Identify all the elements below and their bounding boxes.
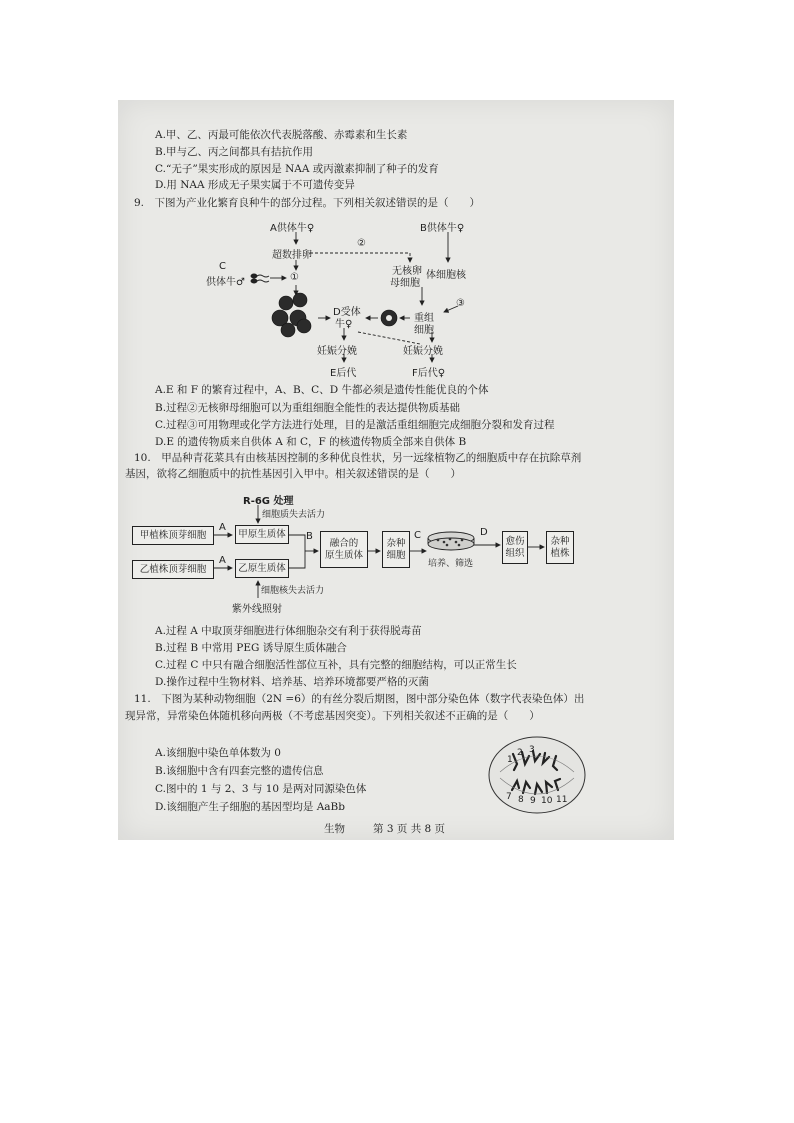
footer-page-number: 第 3 页 共 8 页 bbox=[373, 823, 446, 835]
q9-f-offspring-label: F后代♀ bbox=[412, 368, 446, 379]
q9-option-c: C.过程③可用物理或化学方法进行处理，目的是激活重组细胞完成细胞分裂和发育过程 bbox=[155, 419, 555, 431]
q9-step-2-label: ② bbox=[357, 238, 366, 249]
q8-option-c: C.“无子”果实形成的原因是 NAA 或丙激素抑制了种子的发育 bbox=[155, 163, 439, 175]
q10-callus-label-1: 愈伤 bbox=[505, 535, 525, 547]
q9-option-a: A.E 和 F 的繁育过程中，A、B、C、D 牛都必须是遗传性能优良的个体 bbox=[155, 384, 489, 396]
q9-d-recipient-label-1: D受体 bbox=[333, 307, 361, 318]
q9-e-offspring-label: E后代 bbox=[330, 368, 357, 379]
q9-enucleated-label-2: 母细胞 bbox=[390, 278, 420, 289]
q9-stem: 9. 下图为产业化繁育良种牛的部分过程。下列相关叙述错误的是（ ） bbox=[134, 197, 481, 209]
q10-option-d: D.操作过程中生物材料、培养基、培养环境都要严格的灭菌 bbox=[155, 676, 429, 688]
q9-reconstructed-label-2: 细胞 bbox=[414, 325, 434, 336]
q9-step-1-label: ① bbox=[290, 272, 299, 283]
q9-option-d: D.E 的遗传物质来自供体 A 和 C，F 的核遗传物质全部来自供体 B bbox=[155, 436, 467, 448]
q11-option-c: C.图中的 1 与 2、3 与 10 是两对同源染色体 bbox=[155, 783, 367, 795]
q11-stem-line-1: 11. 下图为某种动物细胞（2N =6）的有丝分裂后期图，图中部分染色体（数字代表染色体）出 bbox=[134, 693, 585, 705]
q11-option-b: B.该细胞中含有四套完整的遗传信息 bbox=[155, 765, 324, 777]
q10-option-c: C.过程 C 中只有融合细胞活性部位互补，具有完整的细胞结构，可以正常生长 bbox=[155, 659, 517, 671]
q10-jia-protoplast-box: 甲原生质体 bbox=[235, 525, 289, 544]
q11-label-8: 8 bbox=[518, 795, 524, 805]
q10-fused-label-2: 原生质体 bbox=[324, 549, 363, 561]
q11-label-7: 7 bbox=[506, 792, 512, 802]
q11-option-a: A.该细胞中染色单体数为 0 bbox=[155, 747, 281, 759]
q10-step-a-bottom: A bbox=[219, 555, 226, 566]
q9-somatic-nucleus-label: 体细胞核 bbox=[426, 270, 466, 281]
q10-plant-label-2: 植株 bbox=[550, 547, 570, 559]
q11-option-d: D.该细胞产生子细胞的基因型均是 AaBb bbox=[155, 801, 345, 813]
q10-step-a-top: A bbox=[219, 522, 226, 533]
q10-fused-label-1: 融合的 bbox=[329, 537, 359, 549]
q10-option-b: B.过程 B 中常用 PEG 诱导原生质体融合 bbox=[155, 642, 347, 654]
q10-jia-cell-box: 甲植株顶芽细胞 bbox=[132, 526, 214, 545]
q10-step-b: B bbox=[306, 531, 313, 542]
q9-superovulation-label: 超数排卵 bbox=[272, 250, 312, 261]
q10-nucleus-inactive-label: 细胞核失去活力 bbox=[261, 586, 325, 596]
q10-cytoplasm-inactive-label: 细胞质失去活力 bbox=[262, 510, 326, 520]
q10-option-a: A.过程 A 中取顶芽细胞进行体细胞杂交有利于获得脱毒苗 bbox=[155, 625, 422, 637]
q10-step-d: D bbox=[480, 527, 488, 538]
q11-label-3: 3 bbox=[529, 745, 535, 755]
q10-culture-label: 培养、筛选 bbox=[428, 559, 474, 569]
q9-d-recipient-label-2: 牛♀ bbox=[335, 319, 353, 330]
q10-stem-line-1: 10. 甲品种青花菜具有由核基因控制的多种优良性状，另一远缘植物乙的细胞质中存在抗除草剂 bbox=[134, 452, 582, 464]
q8-option-b: B.甲与乙、丙之间都具有拮抗作用 bbox=[155, 146, 314, 158]
q11-label-2: 2 bbox=[517, 748, 523, 758]
q9-reconstructed-label-1: 重组 bbox=[414, 313, 434, 324]
q10-callus-label-2: 组织 bbox=[505, 547, 525, 559]
q9-pregnancy-left-label: 妊娠分娩 bbox=[317, 346, 357, 357]
q10-yi-cell-box: 乙植株顶芽细胞 bbox=[132, 560, 214, 579]
q10-hybrid-label-2: 细胞 bbox=[386, 549, 406, 561]
q8-option-d: D.用 NAA 形成无子果实属于不可遗传变异 bbox=[155, 179, 355, 191]
q9-c-donor-label: 供体牛♂ bbox=[206, 277, 245, 288]
q11-stem-line-2: 现异常，异常染色体随机移向两极（不考虑基因突变）。下列相关叙述不正确的是（ ） bbox=[125, 710, 540, 722]
q11-label-11: 11 bbox=[556, 795, 568, 805]
q10-uv-label: 紫外线照射 bbox=[232, 604, 282, 615]
q9-b-donor-label: B供体牛♀ bbox=[420, 223, 465, 234]
q10-r6g-label: R-6G 处理 bbox=[243, 496, 294, 507]
q11-label-9: 9 bbox=[530, 796, 536, 806]
q10-hybrid-label-1: 杂种 bbox=[386, 537, 406, 549]
q10-plant-label-1: 杂种 bbox=[550, 535, 570, 547]
q9-a-donor-label: A供体牛♀ bbox=[270, 223, 315, 234]
q11-label-10: 10 bbox=[541, 796, 553, 806]
q9-enucleated-label-1: 无核卵 bbox=[392, 266, 422, 277]
q10-yi-protoplast-box: 乙原生质体 bbox=[235, 559, 289, 578]
footer-subject: 生物 bbox=[324, 823, 345, 835]
q9-c-label: C bbox=[219, 261, 226, 272]
q10-stem-line-2: 基因，欲将乙细胞质中的抗性基因引入甲中。相关叙述错误的是（ ） bbox=[125, 468, 461, 480]
q11-label-1: 1 bbox=[507, 755, 513, 765]
q10-step-c: C bbox=[414, 530, 421, 541]
q8-option-a: A.甲、乙、丙最可能依次代表脱落酸、赤霉素和生长素 bbox=[155, 129, 408, 141]
q9-pregnancy-right-label: 妊娠分娩 bbox=[403, 346, 443, 357]
q9-step-3-label: ③ bbox=[456, 298, 465, 309]
q9-option-b: B.过程②无核卵母细胞可以为重组细胞全能性的表达提供物质基础 bbox=[155, 402, 461, 414]
